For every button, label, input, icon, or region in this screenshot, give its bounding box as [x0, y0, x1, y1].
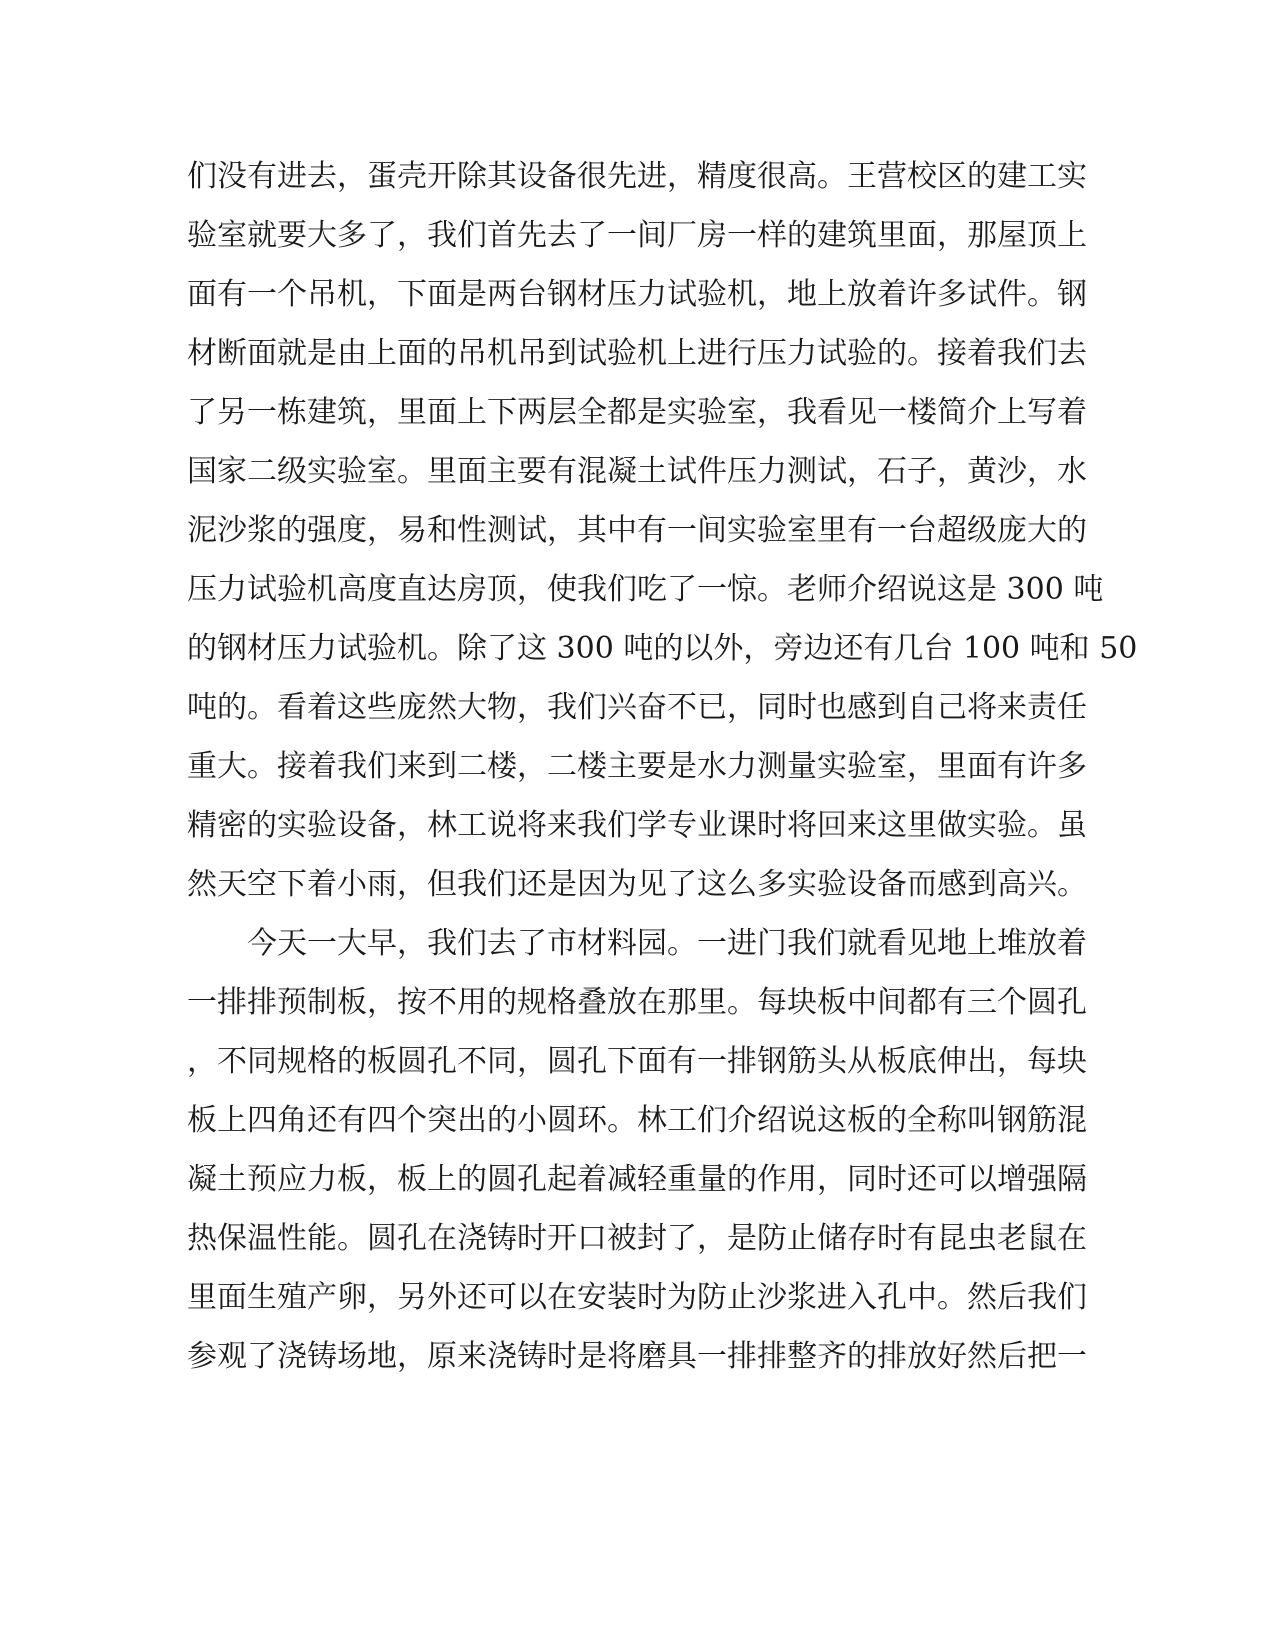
text-line: 泥沙浆的强度，易和性测试，其中有一间实验室里有一台超级庞大的 — [187, 513, 1087, 548]
text-line: 精密的实验设备，林工说将来我们学专业课时将回来这里做实验。虽 — [187, 808, 1087, 843]
text-line: 的钢材压力试验机。除了这 300 吨的以外，旁边还有几台 100 吨和 50 — [187, 631, 1138, 666]
text-line: 热保温性能。圆孔在浇铸时开口被封了，是防止储存时有昆虫老鼠在 — [187, 1221, 1087, 1256]
text-line: 凝土预应力板，板上的圆孔起着减轻重量的作用，同时还可以增强隔 — [187, 1162, 1087, 1197]
text-line: 压力试验机高度直达房顶，使我们吃了一惊。老师介绍说这是 300 吨 — [187, 572, 1104, 607]
text-line: ，不同规格的板圆孔不同，圆孔下面有一排钢筋头从板底伸出，每块 — [187, 1044, 1087, 1079]
text-line: 了另一栋建筑，里面上下两层全都是实验室，我看见一楼简介上写着 — [187, 395, 1087, 430]
text-line: 里面生殖产卵，另外还可以在安装时为防止沙浆进入孔中。然后我们 — [187, 1280, 1087, 1315]
text-line: 重大。接着我们来到二楼，二楼主要是水力测量实验室，里面有许多 — [187, 749, 1087, 784]
text-line: 今天一大早，我们去了市材料园。一进门我们就看见地上堆放着 — [187, 926, 1087, 961]
text-line: 面有一个吊机，下面是两台钢材压力试验机，地上放着许多试件。钢 — [187, 277, 1087, 312]
text-line: 们没有进去，蛋壳开除其设备很先进，精度很高。王营校区的建工实 — [187, 159, 1087, 194]
text-line: 吨的。看着这些庞然大物，我们兴奋不已，同时也感到自己将来责任 — [187, 690, 1087, 725]
text-line: 板上四角还有四个突出的小圆环。林工们介绍说这板的全称叫钢筋混 — [187, 1103, 1087, 1138]
text-line: 参观了浇铸场地，原来浇铸时是将磨具一排排整齐的排放好然后把一 — [187, 1339, 1087, 1374]
text-line: 国家二级实验室。里面主要有混凝土试件压力测试，石子，黄沙，水 — [187, 454, 1087, 489]
text-line: 然天空下着小雨，但我们还是因为见了这么多实验设备而感到高兴。 — [187, 867, 1087, 902]
text-line: 验室就要大多了，我们首先去了一间厂房一样的建筑里面，那屋顶上 — [187, 218, 1087, 253]
text-line: 材断面就是由上面的吊机吊到试验机上进行压力试验的。接着我们去 — [187, 336, 1087, 371]
text-line: 一排排预制板，按不用的规格叠放在那里。每块板中间都有三个圆孔 — [187, 985, 1087, 1020]
